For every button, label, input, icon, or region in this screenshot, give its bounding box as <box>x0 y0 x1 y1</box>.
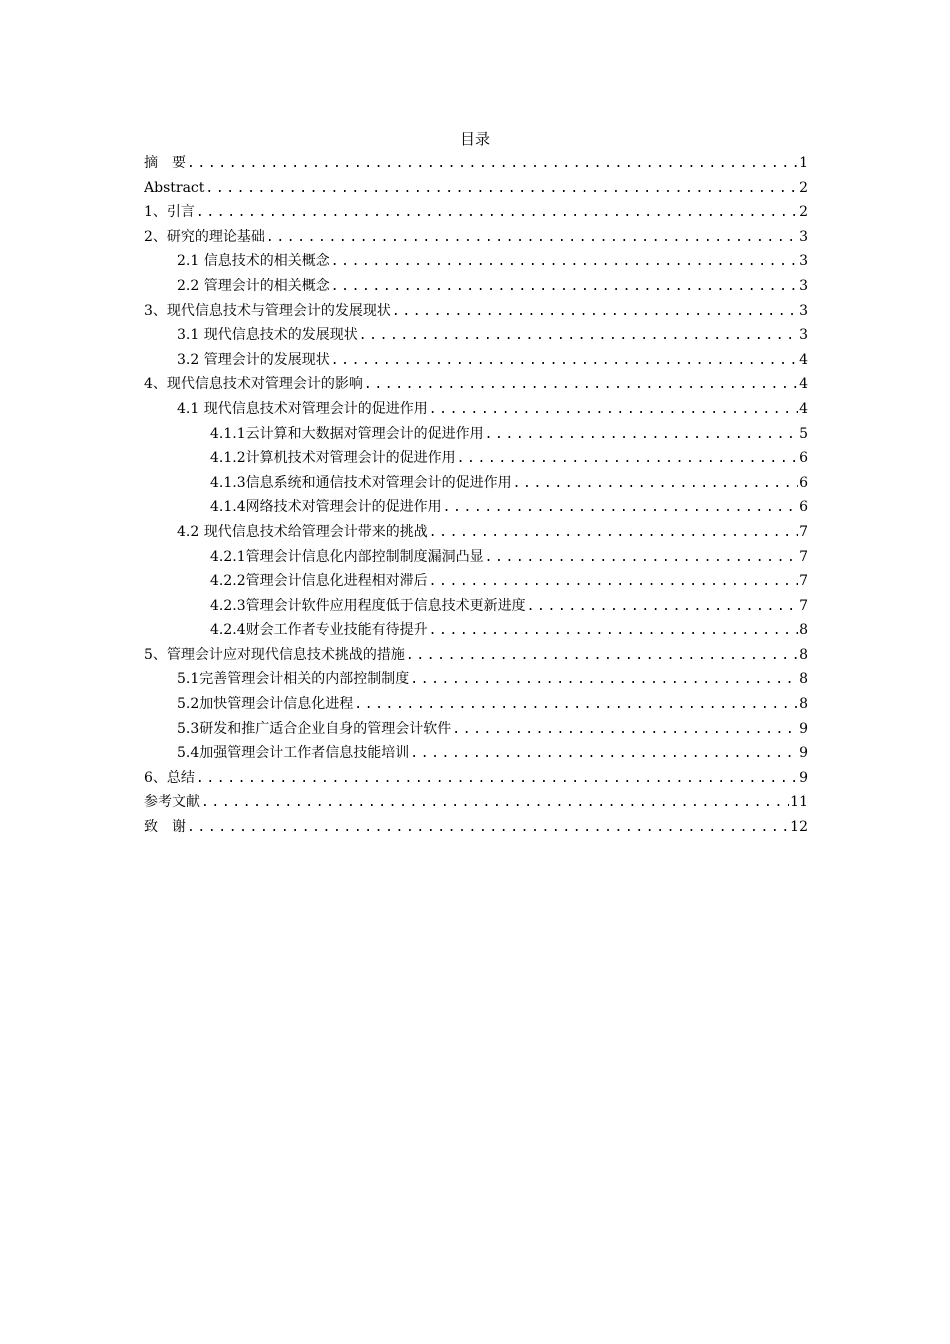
toc-entry-label: 4.2 现代信息技术给管理会计带来的挑战 <box>177 523 428 540</box>
toc-page-number: 3 <box>799 327 808 344</box>
toc-page-number: 3 <box>799 228 808 245</box>
toc-page-number: 1 <box>799 155 808 171</box>
toc-dot-leader <box>485 423 798 447</box>
toc-dot-leader <box>429 398 798 422</box>
toc-entry-label: 3.1 现代信息技术的发展现状 <box>177 327 358 344</box>
toc-page-number: 6 <box>799 499 808 516</box>
toc-entry-label: 4.2.4财会工作者专业技能有待提升 <box>210 622 428 639</box>
toc-entry[interactable] <box>144 422 808 447</box>
toc-entry-label: 4、现代信息技术对管理会计的影响 <box>144 376 363 393</box>
toc-entry-label: 3.2 管理会计的发展现状 <box>177 351 330 368</box>
toc-dot-leader <box>410 668 798 692</box>
toc-entry[interactable] <box>144 643 808 668</box>
toc-entry[interactable] <box>144 594 808 619</box>
toc-page-number: 2 <box>799 204 808 221</box>
toc-page-number: 11 <box>790 794 808 811</box>
toc-dot-leader <box>429 619 798 643</box>
toc-page-number: 8 <box>799 646 808 663</box>
toc-entry-label: 4.1.4网络技术对管理会计的促进作用 <box>210 499 442 516</box>
toc-entry[interactable] <box>144 225 808 250</box>
toc-page-number: 3 <box>799 253 808 270</box>
toc-dot-leader <box>205 177 798 201</box>
toc-entry[interactable] <box>144 397 808 422</box>
toc-entry-label: 2.2 管理会计的相关概念 <box>177 277 330 294</box>
toc-entry-label: Abstract <box>144 179 205 196</box>
toc-dot-leader <box>429 521 798 545</box>
toc-entry-label: 4.2.3管理会计软件应用程度低于信息技术更新进度 <box>210 597 526 614</box>
toc-entry[interactable] <box>144 274 808 299</box>
toc-page-number: 7 <box>799 597 808 614</box>
toc-entry[interactable] <box>144 692 808 717</box>
toc-entry[interactable] <box>144 667 808 692</box>
toc-entry-label: 6、总结 <box>144 769 195 786</box>
toc-entry-label: 5.4加强管理会计工作者信息技能培训 <box>177 745 410 762</box>
toc-page-number: 4 <box>799 400 808 417</box>
toc-entry[interactable] <box>144 151 808 176</box>
toc-page-number: 2 <box>799 179 808 196</box>
toc-page-number: 7 <box>799 548 808 565</box>
toc-page-number: 4 <box>799 376 808 393</box>
toc-page-number: 12 <box>790 819 808 836</box>
toc-entry[interactable] <box>144 372 808 397</box>
toc-entry[interactable] <box>144 717 808 742</box>
toc-page-number: 6 <box>799 450 808 467</box>
toc-entry-label: 5.3研发和推广适合企业自身的管理会计软件 <box>177 720 452 737</box>
toc-dot-leader <box>513 472 798 496</box>
toc-entry-label: 4.1.3信息系统和通信技术对管理会计的促进作用 <box>210 474 512 491</box>
toc-entry[interactable] <box>144 618 808 643</box>
toc-entry-label: 5.2加快管理会计信息化进程 <box>177 696 354 713</box>
toc-dot-leader <box>354 693 798 717</box>
toc-dot-leader <box>331 250 798 274</box>
toc-page-number: 8 <box>799 696 808 713</box>
toc-entry[interactable] <box>144 545 808 570</box>
toc-page-number: 3 <box>799 277 808 294</box>
toc-entry[interactable] <box>144 299 808 324</box>
toc-entry-label: 1、引言 <box>144 204 195 221</box>
toc-dot-leader <box>485 546 798 570</box>
toc-page-number: 9 <box>799 745 808 762</box>
toc-entry[interactable] <box>144 200 808 225</box>
toc-entry-label: 5.1完善管理会计相关的内部控制制度 <box>177 671 410 688</box>
toc-dot-leader <box>196 767 798 791</box>
toc-entry-label: 5、管理会计应对现代信息技术挑战的措施 <box>144 646 405 663</box>
toc-entry-label: 3、现代信息技术与管理会计的发展现状 <box>144 302 391 319</box>
toc-page-number: 8 <box>799 622 808 639</box>
toc-entry[interactable] <box>144 520 808 545</box>
toc-page-number: 7 <box>799 523 808 540</box>
toc-dot-leader <box>331 349 798 373</box>
toc-entry[interactable] <box>144 323 808 348</box>
toc-entry[interactable] <box>144 176 808 201</box>
toc-dot-leader <box>457 447 798 471</box>
toc-page-number: 7 <box>799 573 808 590</box>
toc-page-number: 4 <box>799 351 808 368</box>
toc-page-number: 5 <box>799 425 808 442</box>
toc-page-number: 9 <box>799 769 808 786</box>
toc-entry[interactable] <box>144 815 808 840</box>
toc-entry-label: 摘 要 <box>144 155 186 171</box>
toc-entry-label: 2、研究的理论基础 <box>144 228 265 245</box>
toc-list <box>144 151 808 840</box>
toc-entry-label: 4.1.2计算机技术对管理会计的促进作用 <box>210 450 456 467</box>
toc-dot-leader <box>452 718 798 742</box>
toc-dot-leader <box>410 742 798 766</box>
toc-entry-label: 4.1.1云计算和大数据对管理会计的促进作用 <box>210 425 484 442</box>
toc-dot-leader <box>331 275 798 299</box>
toc-dot-leader <box>187 152 798 176</box>
toc-dot-leader <box>364 373 798 397</box>
toc-entry[interactable] <box>144 766 808 791</box>
toc-dot-leader <box>429 570 798 594</box>
toc-entry[interactable] <box>144 348 808 373</box>
toc-entry[interactable] <box>144 249 808 274</box>
toc-dot-leader <box>187 816 789 840</box>
toc-entry[interactable] <box>144 790 808 815</box>
toc-dot-leader <box>201 791 789 815</box>
toc-dot-leader <box>392 300 798 324</box>
toc-entry-label: 参考文献 <box>144 794 200 811</box>
toc-entry-label: 2.1 信息技术的相关概念 <box>177 253 330 270</box>
toc-page-number: 3 <box>799 302 808 319</box>
toc-entry-label: 4.2.2管理会计信息化进程相对滞后 <box>210 573 428 590</box>
toc-page-number: 9 <box>799 720 808 737</box>
toc-entry-label: 致 谢 <box>144 819 186 836</box>
toc-page-number: 8 <box>799 671 808 688</box>
toc-dot-leader <box>266 226 798 250</box>
toc-entry[interactable] <box>144 569 808 594</box>
toc-dot-leader <box>359 324 798 348</box>
toc-dot-leader <box>196 201 798 225</box>
toc-dot-leader <box>527 595 798 619</box>
toc-dot-leader <box>406 644 798 668</box>
toc-entry[interactable] <box>144 446 808 471</box>
toc-entry-label: 4.1 现代信息技术对管理会计的促进作用 <box>177 400 428 417</box>
toc-dot-leader <box>443 496 798 520</box>
toc-title: 目录 <box>459 130 490 148</box>
toc-entry[interactable] <box>144 495 808 520</box>
toc-entry-label: 4.2.1管理会计信息化内部控制制度漏洞凸显 <box>210 548 484 565</box>
toc-entry[interactable] <box>144 741 808 766</box>
toc-page-number: 6 <box>799 474 808 491</box>
toc-entry[interactable] <box>144 471 808 496</box>
